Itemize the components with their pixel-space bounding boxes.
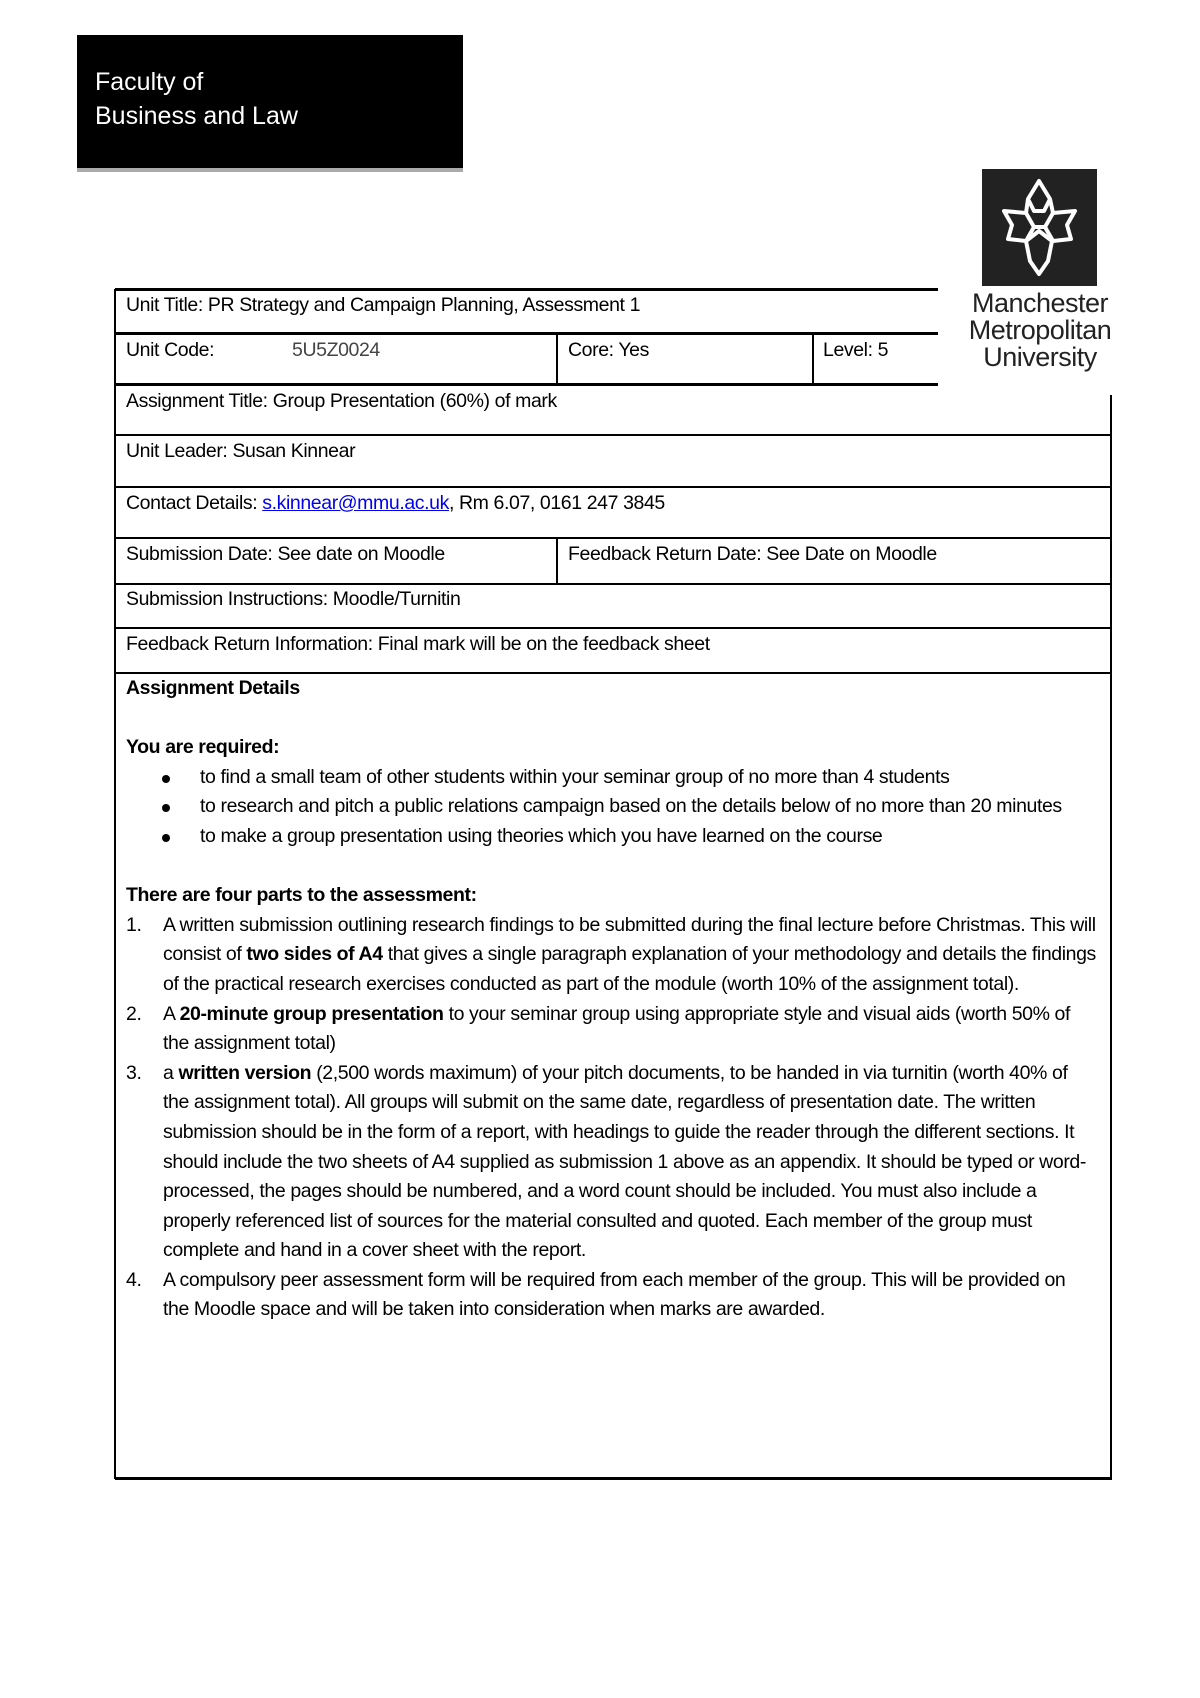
divider [556,333,558,385]
assignment-title: Assignment Title: Group Presentation (60%) of mark [126,390,557,412]
requirements-list [126,763,1096,852]
list-item [126,911,1096,1000]
item-number: 3. [126,1061,142,1084]
submission-instructions: Submission Instructions: Moodle/Turnitin [126,588,461,610]
university-name [945,290,1135,371]
item-number: 4. [126,1268,142,1291]
divider [812,333,814,385]
divider [556,537,558,584]
item-text: A written submission outlining research findings to be submitted during the final lecture before Christmas. This will consist of [163,913,1096,966]
parts-heading: There are four parts to the assessment: [126,884,477,907]
details-heading: Assignment Details [126,677,300,699]
submission-date: Submission Date: See date on Moodle [126,543,445,565]
logo-line1: Manchester [971,288,1109,318]
faculty-banner [77,35,463,168]
university-logo-icon [982,169,1097,286]
email-link[interactable]: s.kinnear@mmu.ac.uk [262,492,449,514]
feedback-return-information: Feedback Return Information: Final mark will be on the feedback sheet [126,633,710,655]
item-text: a [163,1061,179,1084]
divider [114,289,116,1479]
list-item: to find a small team of other students within your seminar group of no more than 4 students [126,763,1030,793]
item-number: 1. [126,913,142,936]
assignment-details [126,674,1096,1325]
logo-line3: University [983,342,1097,372]
logo-line2: Metropolitan [968,315,1112,345]
faculty-line2: Business and Law [95,102,298,130]
item-bold: 20-minute group presentation [179,1002,444,1025]
list-item [126,1000,1096,1059]
item-number: 2. [126,1002,142,1025]
item-bold: two sides of A4 [246,943,383,966]
item-text: that gives a single paragraph explanation of your methodology and details the findings of the practical research exercises conducted as part of the module (worth 10% of the assignment total). [163,943,1096,995]
item-text: A compulsory peer assessment form will be required from each member of the group. This will be provided on the Moodle space and will be taken into consideration when marks are awarded. [163,1268,1066,1321]
unit-code-label: Unit Code: [126,339,215,361]
required-heading: You are required: [126,736,280,759]
unit-title: Unit Title: PR Strategy and Campaign Planning, Assessment 1 [126,294,641,316]
list-item [126,1059,1096,1266]
divider [115,332,938,335]
item-text: A [163,1002,180,1025]
contact-label: Contact Details: [126,492,263,514]
list-item: to make a group presentation using theories which you have learned on the course [126,822,1096,852]
core-status: Core: Yes [568,339,649,361]
list-item [126,1266,1096,1325]
divider [1110,395,1112,1479]
level: Level: 5 [823,339,889,361]
feedback-return-date: Feedback Return Date: See Date on Moodle [568,543,937,565]
item-text: (2,500 words maximum) of your pitch documents, to be handed in via turnitin (worth 40% of the assignment total). All groups will submit on the same date, regardless of presentation date. The written submission should be in the form of a report, with headings to guide the reader through the different sections. It should include the two sheets of A4 supplied as submission 1 above as an appendix. It should be typed or word-processed, the pages should be numbered, and a word count should be included. You must also include a properly referenced list of sources for the material consulted and quoted. Each member of the group must complete and hand in a cover sheet with the report. [163,1061,1086,1262]
list-item: to research and pitch a public relations campaign based on the details below of no more than 20 minutes [126,792,1080,822]
contact-rest: , Rm 6.07, 0161 247 3845 [448,492,665,514]
unit-leader: Unit Leader: Susan Kinnear [126,440,356,462]
contact-details [126,488,665,518]
divider [115,1477,1112,1480]
item-bold: written version [178,1061,312,1084]
unit-code: 5U5Z0024 [292,339,380,361]
parts-list [126,911,1096,1325]
item-text: to your seminar group using appropriate style and visual aids (worth 50% of the assignment total) [163,1002,1071,1055]
faculty-line1: Faculty of [95,68,204,96]
